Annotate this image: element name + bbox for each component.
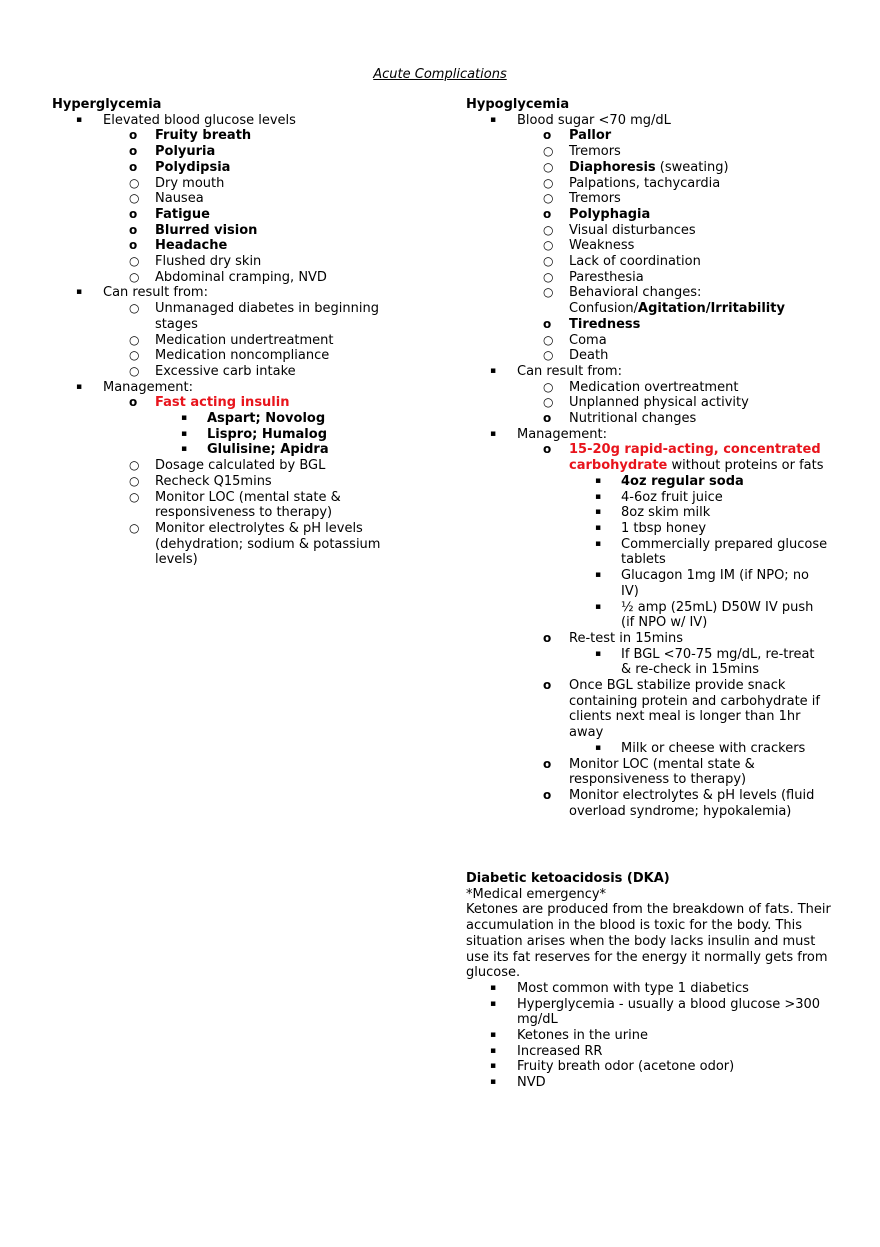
list-item: o Polyuria <box>129 144 216 160</box>
square-bullet-icon: ▪ <box>595 742 602 753</box>
list-item: ○ Death <box>543 348 609 364</box>
list-item: ○ Coma <box>543 332 607 348</box>
square-bullet-icon: ▪ <box>181 413 188 424</box>
list-item: ○ Medication undertreatment <box>129 332 334 348</box>
list-item: ○ Abdominal cramping, NVD <box>129 269 327 285</box>
hollow-bullet-icon: ○ <box>543 254 554 269</box>
square-bullet-icon: ▪ <box>595 491 602 502</box>
list-item: ○ Weakness <box>543 238 635 254</box>
circle-bullet-icon: o <box>543 316 552 331</box>
list-item: ▪ 4oz regular soda <box>595 473 744 489</box>
list-item: o Nutritional changes <box>543 411 697 427</box>
list-item: ○ Unplanned physical activity <box>543 395 749 411</box>
dka-emergency-note: *Medical emergency* <box>466 886 607 902</box>
circle-bullet-icon: o <box>543 678 552 693</box>
hollow-bullet-icon: ○ <box>129 254 140 269</box>
square-bullet-icon: ▪ <box>595 507 602 518</box>
hyperglycemia-heading: Hyperglycemia <box>52 97 162 112</box>
hollow-bullet-icon: ○ <box>543 191 554 206</box>
list-item: ▪ ½ amp (25mL) D50W IV push (if NPO w/ IV) <box>595 599 814 631</box>
page-title: Acute Complications <box>373 67 507 82</box>
hypoglycemia-section <box>466 97 836 819</box>
hollow-bullet-icon: ○ <box>129 520 140 535</box>
list-item: ▪ Aspart; Novolog <box>181 411 326 427</box>
list-item: o Monitor electrolytes & pH levels (fluid overload syndrome; hypokalemia) <box>543 787 815 819</box>
circle-bullet-icon: o <box>129 238 138 253</box>
list-item: ▪ Commercially prepared glucose tablets <box>595 536 828 568</box>
dka-description: Ketones are produced from the breakdown of fats. Their accumulation in the blood is toxic for the body. This situation arises when the body lacks insulin and must use its fat reserves for the energy it normally gets from glucose. <box>466 902 831 981</box>
hollow-bullet-icon: ○ <box>129 269 140 284</box>
square-bullet-icon: ▪ <box>490 1030 497 1041</box>
square-bullet-icon: ▪ <box>490 982 497 993</box>
list-item: ○ Diaphoresis (sweating) <box>543 159 729 175</box>
list-item: ○ Lack of coordination <box>543 254 701 270</box>
dka-section <box>466 871 836 1091</box>
dka-heading: Diabetic ketoacidosis (DKA) <box>466 871 670 886</box>
list-item: ▪ Blood sugar <70 mg/dL <box>490 112 671 128</box>
list-item: o Polydipsia <box>129 159 231 175</box>
square-bullet-icon: ▪ <box>490 114 497 125</box>
square-bullet-icon: ▪ <box>181 444 188 455</box>
list-item: ▪ Fruity breath odor (acetone odor) <box>490 1059 735 1075</box>
square-bullet-icon: ▪ <box>595 475 602 486</box>
list-item: ▪ Elevated blood glucose levels <box>76 112 296 128</box>
list-item: ▪ Can result from: <box>490 363 622 379</box>
list-item: ▪ Milk or cheese with crackers <box>595 740 806 756</box>
circle-bullet-icon: o <box>129 159 138 174</box>
list-item: o Fruity breath <box>129 128 252 144</box>
list-item: ○ Dosage calculated by BGL <box>129 458 326 474</box>
list-item: ▪ Ketones in the urine <box>490 1028 648 1044</box>
list-item: ○ Visual disturbances <box>543 222 696 238</box>
square-bullet-icon: ▪ <box>76 114 83 125</box>
list-item: ○ Palpations, tachycardia <box>543 175 721 191</box>
list-item: ○ Paresthesia <box>543 269 644 285</box>
hollow-bullet-icon: ○ <box>129 332 140 347</box>
square-bullet-icon: ▪ <box>76 381 83 392</box>
hollow-bullet-icon: ○ <box>129 363 140 378</box>
list-item: ○ Nausea <box>129 191 204 207</box>
hypoglycemia-heading: Hypoglycemia <box>466 97 570 112</box>
square-bullet-icon: ▪ <box>490 1061 497 1072</box>
square-bullet-icon: ▪ <box>181 428 188 439</box>
square-bullet-icon: ▪ <box>490 1045 497 1056</box>
list-item: o 15-20g rapid-acting, concentrated carbohydrate without proteins or fats <box>543 442 824 474</box>
list-item: ▪ Glucagon 1mg IM (if NPO; no IV) <box>595 568 810 599</box>
square-bullet-icon: ▪ <box>490 428 497 439</box>
list-item: ○ Excessive carb intake <box>129 363 296 379</box>
circle-bullet-icon: o <box>543 756 552 771</box>
square-bullet-icon: ▪ <box>595 522 602 533</box>
circle-bullet-icon: o <box>129 128 138 143</box>
hollow-bullet-icon: ○ <box>129 473 140 488</box>
square-bullet-icon: ▪ <box>595 570 602 581</box>
list-item: ▪ Lispro; Humalog <box>181 426 327 442</box>
list-item: ○ Dry mouth <box>129 175 225 191</box>
circle-bullet-icon: o <box>543 128 552 143</box>
hollow-bullet-icon: ○ <box>543 269 554 284</box>
list-item: ▪ Management: <box>76 379 194 395</box>
list-item: ○ Monitor electrolytes & pH levels (dehydration; sodium & potassium levels) <box>129 520 381 568</box>
hyperglycemia-section <box>52 97 412 568</box>
list-item: o Polyphagia <box>543 206 651 222</box>
list-item: ▪ Management: <box>490 426 608 442</box>
list-item: ○ Behavioral changes: Confusion/Agitation/Irritability <box>543 285 785 317</box>
list-item: o Tiredness <box>543 316 641 332</box>
list-item: o Headache <box>129 238 228 254</box>
circle-bullet-icon: o <box>129 395 138 410</box>
circle-bullet-icon: o <box>543 411 552 426</box>
hollow-bullet-icon: ○ <box>543 379 554 394</box>
hollow-bullet-icon: ○ <box>543 238 554 253</box>
hollow-bullet-icon: ○ <box>543 285 554 300</box>
list-item: ○ Tremors <box>543 191 621 207</box>
hollow-bullet-icon: ○ <box>543 332 554 347</box>
list-item: ▪ Hyperglycemia - usually a blood glucose >300 mg/dL <box>490 996 821 1028</box>
list-item: ○ Recheck Q15mins <box>129 473 272 489</box>
hollow-bullet-icon: ○ <box>543 395 554 410</box>
hollow-bullet-icon: ○ <box>129 489 140 504</box>
circle-bullet-icon: o <box>543 442 552 457</box>
square-bullet-icon: ▪ <box>595 648 602 659</box>
square-bullet-icon: ▪ <box>595 538 602 549</box>
circle-bullet-icon: o <box>543 787 552 802</box>
list-item: ○ Tremors <box>543 144 621 160</box>
list-item: ▪ 4-6oz fruit juice <box>595 489 723 505</box>
hollow-bullet-icon: ○ <box>129 175 140 190</box>
list-item: o Once BGL stabilize provide snack containing protein and carbohydrate if clients next meal is longer than 1hr away <box>543 678 820 741</box>
square-bullet-icon: ▪ <box>490 998 497 1009</box>
square-bullet-icon: ▪ <box>76 287 83 298</box>
hollow-bullet-icon: ○ <box>543 144 554 159</box>
list-item: ○ Monitor LOC (mental state & responsiveness to therapy) <box>129 489 341 521</box>
hollow-bullet-icon: ○ <box>129 348 140 363</box>
square-bullet-icon: ▪ <box>595 601 602 612</box>
list-item: ○ Medication overtreatment <box>543 379 739 395</box>
list-item: o Fatigue <box>129 206 210 222</box>
list-item: ○ Medication noncompliance <box>129 348 330 364</box>
list-item: ○ Flushed dry skin <box>129 254 262 270</box>
list-item: o Re-test in 15mins <box>543 630 684 646</box>
hollow-bullet-icon: ○ <box>543 348 554 363</box>
hollow-bullet-icon: ○ <box>543 159 554 174</box>
circle-bullet-icon: o <box>129 144 138 159</box>
circle-bullet-icon: o <box>543 206 552 221</box>
list-item: ▪ 1 tbsp honey <box>595 520 707 536</box>
list-item: ▪ Can result from: <box>76 285 208 301</box>
list-item: ▪ 8oz skim milk <box>595 505 711 521</box>
circle-bullet-icon: o <box>129 222 138 237</box>
circle-bullet-icon: o <box>543 630 552 645</box>
list-item: ▪ Glulisine; Apidra <box>181 442 329 458</box>
list-item: ▪ Most common with type 1 diabetics <box>490 980 749 996</box>
list-item: o Pallor <box>543 128 612 144</box>
list-item: o Monitor LOC (mental state & responsiveness to therapy) <box>543 756 755 788</box>
hollow-bullet-icon: ○ <box>129 191 140 206</box>
hollow-bullet-icon: ○ <box>543 175 554 190</box>
square-bullet-icon: ▪ <box>490 1077 497 1088</box>
hollow-bullet-icon: ○ <box>129 458 140 473</box>
list-item: ▪ Increased RR <box>490 1043 603 1059</box>
hollow-bullet-icon: ○ <box>543 222 554 237</box>
list-item: o Fast acting insulin <box>129 395 290 411</box>
list-item: o Blurred vision <box>129 222 258 238</box>
list-item: ○ Unmanaged diabetes in beginning stages <box>129 301 379 332</box>
hollow-bullet-icon: ○ <box>129 301 140 316</box>
list-item: ▪ NVD <box>490 1075 546 1091</box>
list-item: ▪ If BGL <70-75 mg/dL, re-treat & re-check in 15mins <box>595 646 815 678</box>
circle-bullet-icon: o <box>129 206 138 221</box>
square-bullet-icon: ▪ <box>490 365 497 376</box>
